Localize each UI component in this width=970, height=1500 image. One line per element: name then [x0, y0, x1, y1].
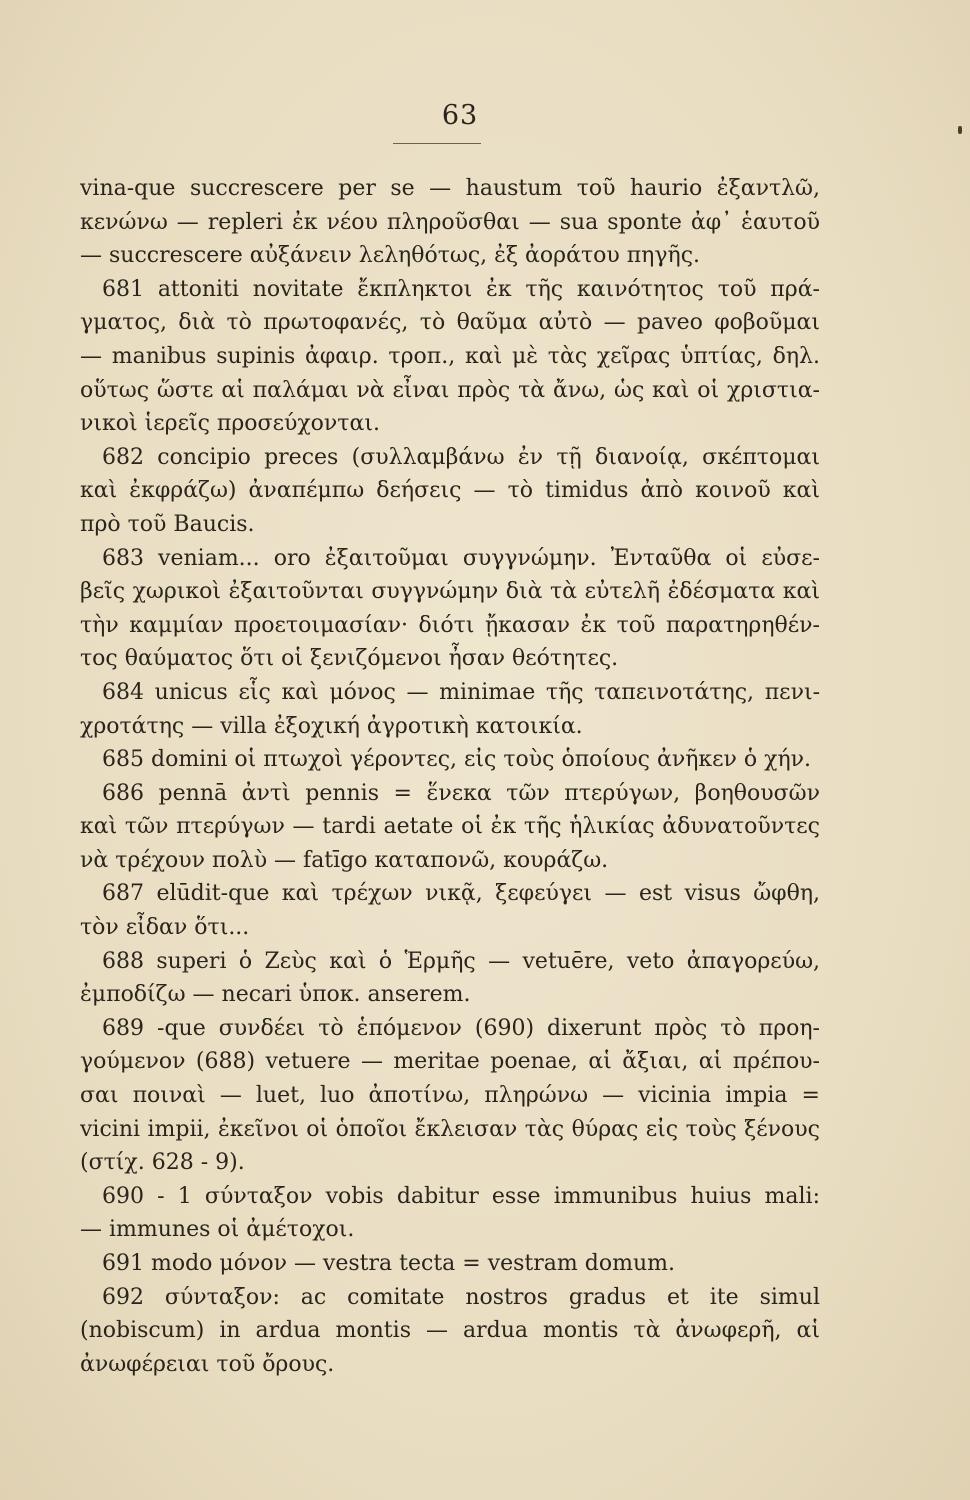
text-line: 691 modo μόνον — vestra tecta = vestram domum.	[102, 1251, 675, 1276]
text-line: γούμενον (688) vetuere — meritae poenae, αἱ ἄξιαι, αἱ πρέπου-	[80, 1049, 820, 1075]
text-line: οὕτως ὥστε αἱ παλάμαι νὰ εἶναι πρὸς τὰ ἄνω, ὡς καὶ οἱ χριστια-	[80, 377, 820, 403]
text-line: — immunes οἱ ἀμέτοχοι.	[80, 1217, 355, 1243]
note-687	[80, 877, 820, 944]
text-line: βεῖς χωρικοὶ ἐξαιτοῦνται συγγνώμην διὰ τὰ εὐτελῆ ἐδέσματα καὶ	[80, 579, 820, 605]
text-line: 681 attoniti novitate ἔκπληκτοι ἐκ τῆς καινότητος τοῦ πρά-	[102, 276, 820, 302]
page-number: 63	[441, 100, 479, 131]
text-line: — manibus supinis ἀφαιρ. τροπ., καὶ μὲ τὰς χεῖρας ὑπτίας, δηλ.	[80, 343, 820, 369]
text-line: 692 σύνταξον: ac comitate nostros gradus et ite simul	[102, 1284, 820, 1310]
text-line: ἀνωφέρειαι τοῦ ὄρους.	[80, 1351, 335, 1377]
text-line: σαι ποιναὶ — luet, luo ἀποτίνω, πληρώνω — vicinia impia =	[80, 1083, 820, 1109]
text-line: vina-que succrescere per se — haustum τοῦ haurio ἐξαντλῶ,	[80, 176, 820, 201]
text-line: νικοὶ ἱερεῖς προσεύχονται.	[80, 411, 380, 437]
text-line: 683 veniam... oro ἐξαιτοῦμαι συγγνώμην. Ἐνταῦθα οἱ εὐσε-	[102, 545, 820, 571]
text-line: — succrescere αὐξάνειν λεληθότως, ἐξ ἀοράτου πηγῆς.	[80, 243, 701, 269]
text-line: 689 -que συνδέει τὸ ἑπόμενον (690) dixerunt πρὸς τὸ προη-	[102, 1015, 820, 1041]
text-line: γματος, διὰ τὸ πρωτοφανές, τὸ θαῦμα αὐτὸ — paveo φοβοῦμαι	[80, 310, 820, 336]
note-684	[80, 676, 820, 743]
text-line: vicini impii, ἐκεῖνοι οἱ ὁποῖοι ἔκλεισαν τὰς θύρας εἰς τοὺς ξένους	[80, 1116, 820, 1142]
text-line: πρὸ τοῦ Baucis.	[80, 511, 255, 537]
commentary-text	[80, 172, 820, 1381]
text-line: (nobiscum) in ardua montis — ardua montis τὰ ἀνωφερῆ, αἱ	[80, 1318, 820, 1344]
text-line: (στίχ. 628 - 9).	[80, 1150, 245, 1176]
text-line: κενώνω — repleri ἐκ νέου πληροῦσθαι — sua sponte ἀφ᾽ ἑαυτοῦ	[80, 209, 820, 235]
text-line: ἐμποδίζω — necari ὑποκ. anserem.	[80, 982, 471, 1008]
text-line: καὶ ἐκφράζω) ἀναπέμπω δεήσεις — τὸ timidus ἀπὸ κοινοῦ καὶ	[80, 478, 820, 504]
text-line: χροτάτης — villa ἐξοχική ἀγροτικὴ κατοικία.	[80, 713, 583, 739]
note-intro	[80, 172, 820, 273]
text-line: νὰ τρέχουν πολὺ — fatīgo καταπονῶ, κουράζω.	[80, 847, 609, 873]
note-682	[80, 441, 820, 542]
note-692	[80, 1281, 820, 1382]
text-line: 685 domini οἱ πτωχοὶ γέροντες, εἰς τοὺς ὁποίους ἀνῆκεν ὁ χήν.	[102, 747, 812, 773]
text-line: 687 elūdit-que καὶ τρέχων νικᾷ, ξεφεύγει — est visus ὤφθη,	[102, 881, 820, 907]
note-690-1	[80, 1180, 820, 1247]
note-689	[80, 1012, 820, 1180]
text-line: τος θαύματος ὅτι οἱ ξενιζόμενοι ἦσαν θεότητες.	[80, 646, 619, 672]
header-rule	[393, 143, 481, 144]
note-691	[80, 1247, 820, 1281]
ink-spot	[958, 126, 962, 134]
note-685	[80, 743, 820, 777]
text-line: τὴν καμμίαν προετοιμασίαν· διότι ᾔκασαν ἐκ τοῦ παρατηρηθέν-	[80, 612, 820, 638]
text-line: 688 superi ὁ Ζεὺς καὶ ὁ Ἑρμῆς — vetuēre, veto ἀπαγορεύω,	[102, 948, 820, 974]
text-line: 686 pennā ἀντὶ pennis = ἕνεκα τῶν πτερύγων, βοηθουσῶν	[102, 780, 820, 806]
note-686	[80, 777, 820, 878]
text-line: τὸν εἶδαν ὅτι...	[80, 915, 250, 941]
note-683	[80, 542, 820, 676]
note-681	[80, 273, 820, 441]
text-line: 684 unicus εἷς καὶ μόνος — minimae τῆς ταπεινοτάτης, πενι-	[102, 679, 820, 705]
note-688	[80, 945, 820, 1012]
text-line: καὶ τῶν πτερύγων — tardi aetate οἱ ἐκ τῆς ἡλικίας ἀδυνατοῦντες	[80, 814, 820, 840]
text-line: 682 concipio preces (συλλαμβάνω ἐν τῇ διανοίᾳ, σκέπτομαι	[102, 444, 820, 470]
text-line: 690 - 1 σύνταξον vobis dabitur esse immunibus huius mali:	[102, 1183, 820, 1209]
